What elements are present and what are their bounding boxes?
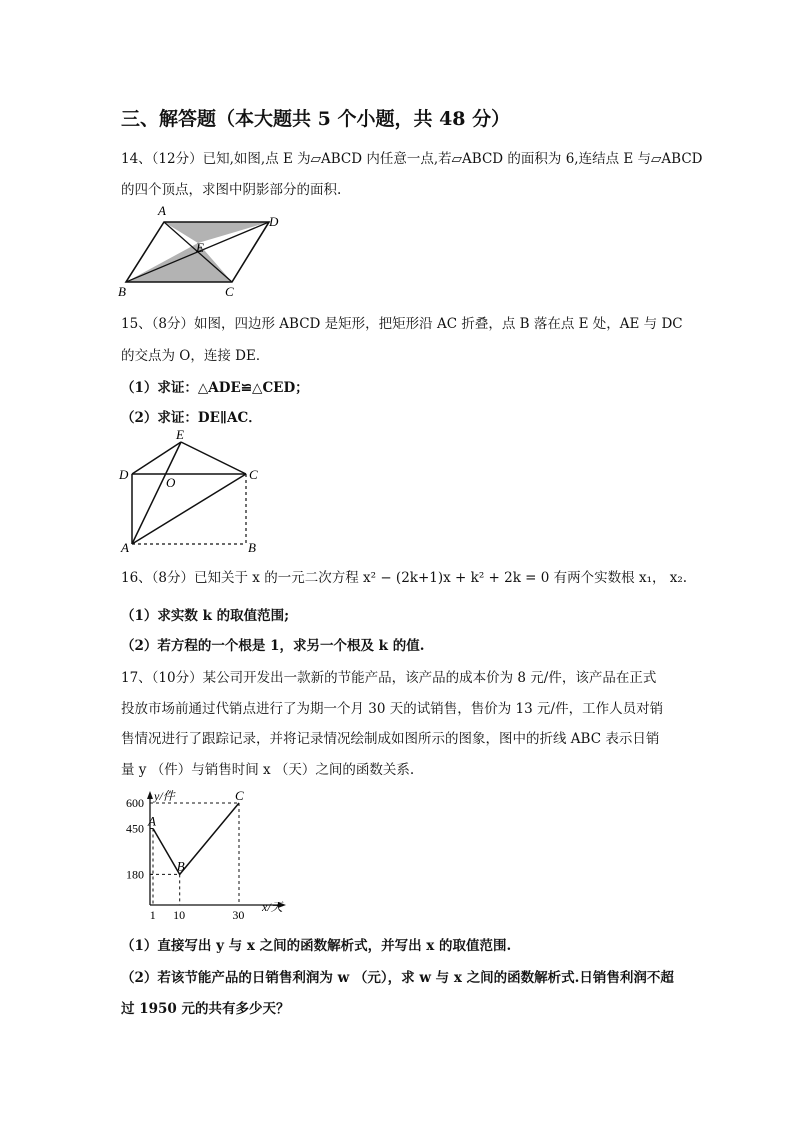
label-d: D <box>119 467 129 482</box>
x-tick-label: 10 <box>173 908 186 920</box>
label-a: A <box>121 540 129 555</box>
q17-sales-chart <box>112 785 312 920</box>
section-title: 三、解答题（本大题共 5 个小题，共 48 分） <box>121 108 511 130</box>
point-label-a: A <box>148 813 156 829</box>
q15-line2: 的交点为 O，连接 DE． <box>121 348 270 364</box>
q16-part2: （2）若方程的一个根是 1，求另一个根及 k 的值. <box>121 638 425 654</box>
q17-line2: 投放市场前通过代销点进行了为期一个月 30 天的试销售，售价为 13 元/件，工作人员对销 <box>121 701 664 717</box>
q14-line1: 14、（12分）已知,如图,点 E 为▱ABCD 内任意一点,若▱ABCD 的面积为 6,连结点 E 与▱ABCD <box>121 151 703 167</box>
q15-part2: （2）求证：DE∥AC． <box>121 410 262 426</box>
label-e: E <box>196 240 204 255</box>
y-tick-label: 450 <box>126 821 144 836</box>
label-d: D <box>269 214 279 229</box>
q15-part1: （1）求证：△ADE≌△CED； <box>121 380 309 396</box>
q14-parallelogram-figure <box>112 200 292 300</box>
q14-line2: 的四个顶点，求图中阴影部分的面积. <box>121 182 342 198</box>
y-tick-label: 180 <box>126 867 144 882</box>
series-line-abc <box>153 803 239 874</box>
label-e: E <box>176 428 184 442</box>
y-tick-label: 600 <box>126 796 144 810</box>
label-b: B <box>118 284 126 299</box>
label-b: B <box>248 540 256 555</box>
q16-line1: 16、（8分）已知关于 x 的一元二次方程 x² − (2k+1)x + k² + 2k = 0 有两个实数根 x₁， x₂. <box>121 570 688 586</box>
label-c: C <box>225 284 234 299</box>
point-label-b: B <box>176 858 185 874</box>
q17-part1: （1）直接写出 y 与 x 之间的函数解析式，并写出 x 的取值范围. <box>121 938 512 954</box>
x-axis-label: x/天 <box>262 900 283 914</box>
q17-line1: 17、（10分）某公司开发出一款新的节能产品，该产品的成本价为 8 元/件，该产品在正式 <box>121 670 657 686</box>
label-a: A <box>158 203 166 218</box>
point-label-c: C <box>235 788 244 803</box>
shaded-triangle-aed <box>164 222 269 243</box>
q17-part2b: 过 1950 元的共有多少天？ <box>121 1001 290 1017</box>
x-tick-label: 30 <box>232 908 245 920</box>
x-tick-label: 1 <box>149 908 156 920</box>
q17-part2a: （2）若该节能产品的日销售利润为 w （元），求 w 与 x 之间的函数解析式.日销售利润不超 <box>121 970 674 986</box>
q15-line1: 15、（8分）如图，四边形 ABCD 是矩形，把矩形沿 AC 折叠，点 B 落在点 E 处，AE 与 DC <box>121 316 683 332</box>
label-c: C <box>249 467 258 482</box>
label-o: O <box>166 475 176 490</box>
q17-line4: 量 y （件）与销售时间 x （天）之间的函数关系. <box>121 762 415 778</box>
q17-line3: 售情况进行了跟踪记录，并将记录情况绘制成如图所示的图象，图中的折线 ABC 表示日销 <box>121 731 660 747</box>
q16-part1: （1）求实数 k 的取值范围; <box>121 608 290 624</box>
y-axis-label: y/件 <box>154 789 175 803</box>
q15-rectangle-figure <box>112 428 272 556</box>
shaded-triangle-bec <box>126 243 232 282</box>
